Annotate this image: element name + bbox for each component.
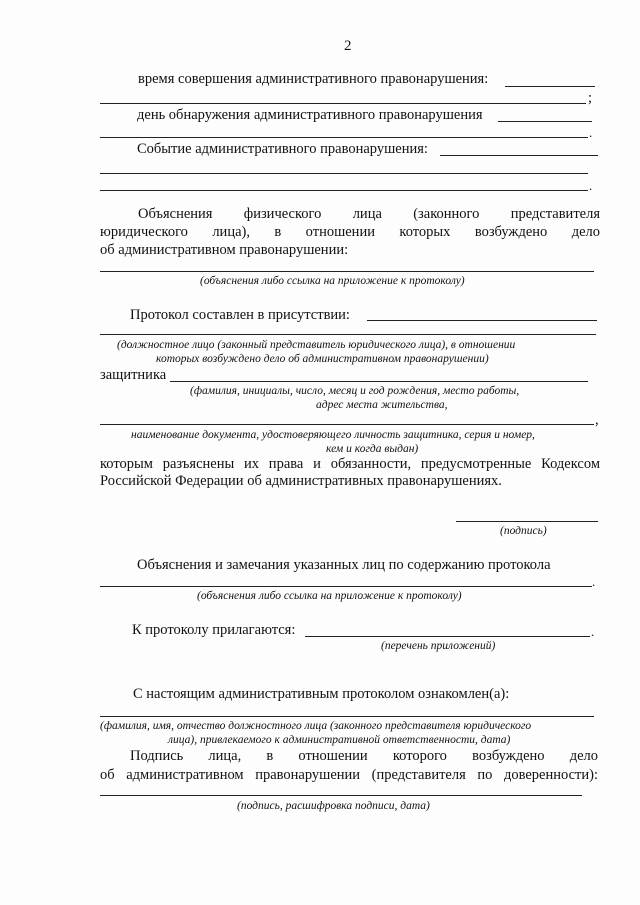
remarks-caption: (объяснения либо ссылка на приложение к протоколу) [197, 590, 462, 602]
presence-line-2[interactable] [100, 334, 596, 335]
sign-input-line[interactable] [100, 795, 582, 796]
offense-time-line[interactable] [505, 86, 595, 87]
page-number: 2 [344, 38, 352, 54]
signature-line[interactable] [456, 521, 598, 522]
acknowledged-caption-2: лица), привлекаемого к административной ответственности, дата) [168, 734, 511, 746]
presence-caption-2: которых возбуждено дело об административном правонарушении) [156, 353, 489, 365]
remarks-line[interactable] [100, 586, 592, 587]
attachments-label: К протоколу прилагаются: [132, 622, 296, 638]
sign-line-2: об административном правонарушении (представителя по доверенности): [100, 767, 598, 783]
presence-label: Протокол составлен в присутствии: [130, 307, 350, 323]
period-3: . [592, 574, 596, 589]
remarks-label: Объяснения и замечания указанных лиц по содержанию протокола [137, 557, 551, 573]
defender-line[interactable] [170, 381, 588, 382]
event-label: Событие административного правонарушения: [137, 141, 428, 157]
defender-caption-1: (фамилия, инициалы, число, месяц и год рождения, место работы, [190, 385, 520, 397]
event-line[interactable] [440, 155, 598, 156]
offense-time-line-2[interactable] [100, 103, 586, 104]
sign-caption: (подпись, расшифровка подписи, дата) [237, 800, 430, 812]
rights-line-2: Российской Федерации об административных правонарушениях. [100, 473, 502, 489]
comma: , [595, 412, 599, 428]
explanations-input-line[interactable] [100, 271, 594, 272]
offense-time-label: время совершения административного правонарушения: [138, 71, 489, 87]
defender-caption-4: кем и когда выдан) [326, 443, 419, 455]
period-2: . [589, 178, 593, 193]
defender-line-2[interactable] [100, 424, 594, 425]
event-line-3[interactable] [100, 190, 588, 191]
attachments-line[interactable] [305, 636, 590, 637]
acknowledged-label: С настоящим административным протоколом ознакомлен(а): [133, 686, 510, 702]
period-1: . [589, 125, 593, 140]
acknowledged-caption-1: (фамилия, имя, отчество должностного лица (законного представителя юридического [100, 720, 532, 732]
explanations-caption: (объяснения либо ссылка на приложение к протоколу) [200, 275, 465, 287]
semicolon: ; [588, 90, 593, 106]
defender-caption-2: адрес места жительства, [316, 399, 448, 411]
explanations-line-2: юридического лица), в отношении которых возбуждено дело [100, 224, 600, 240]
acknowledged-line[interactable] [100, 716, 594, 717]
discovery-day-line[interactable] [498, 121, 592, 122]
discovery-day-line-2[interactable] [100, 137, 588, 138]
rights-line-1: которым разъяснены их права и обязанности, предусмотренные Кодексом [100, 456, 600, 472]
sign-line-1: Подпись лица, в отношении которого возбуждено дело [130, 748, 598, 764]
presence-caption-1: (должностное лицо (законный представитель юридического лица), в отношении [117, 339, 516, 351]
presence-line[interactable] [367, 320, 597, 321]
discovery-day-label: день обнаружения административного правонарушения [137, 107, 483, 123]
event-line-2[interactable] [100, 173, 588, 174]
defender-label: защитника [100, 367, 167, 383]
defender-caption-3: наименование документа, удостоверяющего личность защитника, серия и номер, [131, 429, 535, 441]
period-4: . [591, 624, 595, 639]
explanations-line-3: об административном правонарушении: [100, 242, 349, 258]
attachments-caption: (перечень приложений) [381, 640, 496, 652]
explanations-line-1: Объяснения физического лица (законного представителя [138, 206, 600, 222]
signature-caption: (подпись) [500, 525, 547, 537]
